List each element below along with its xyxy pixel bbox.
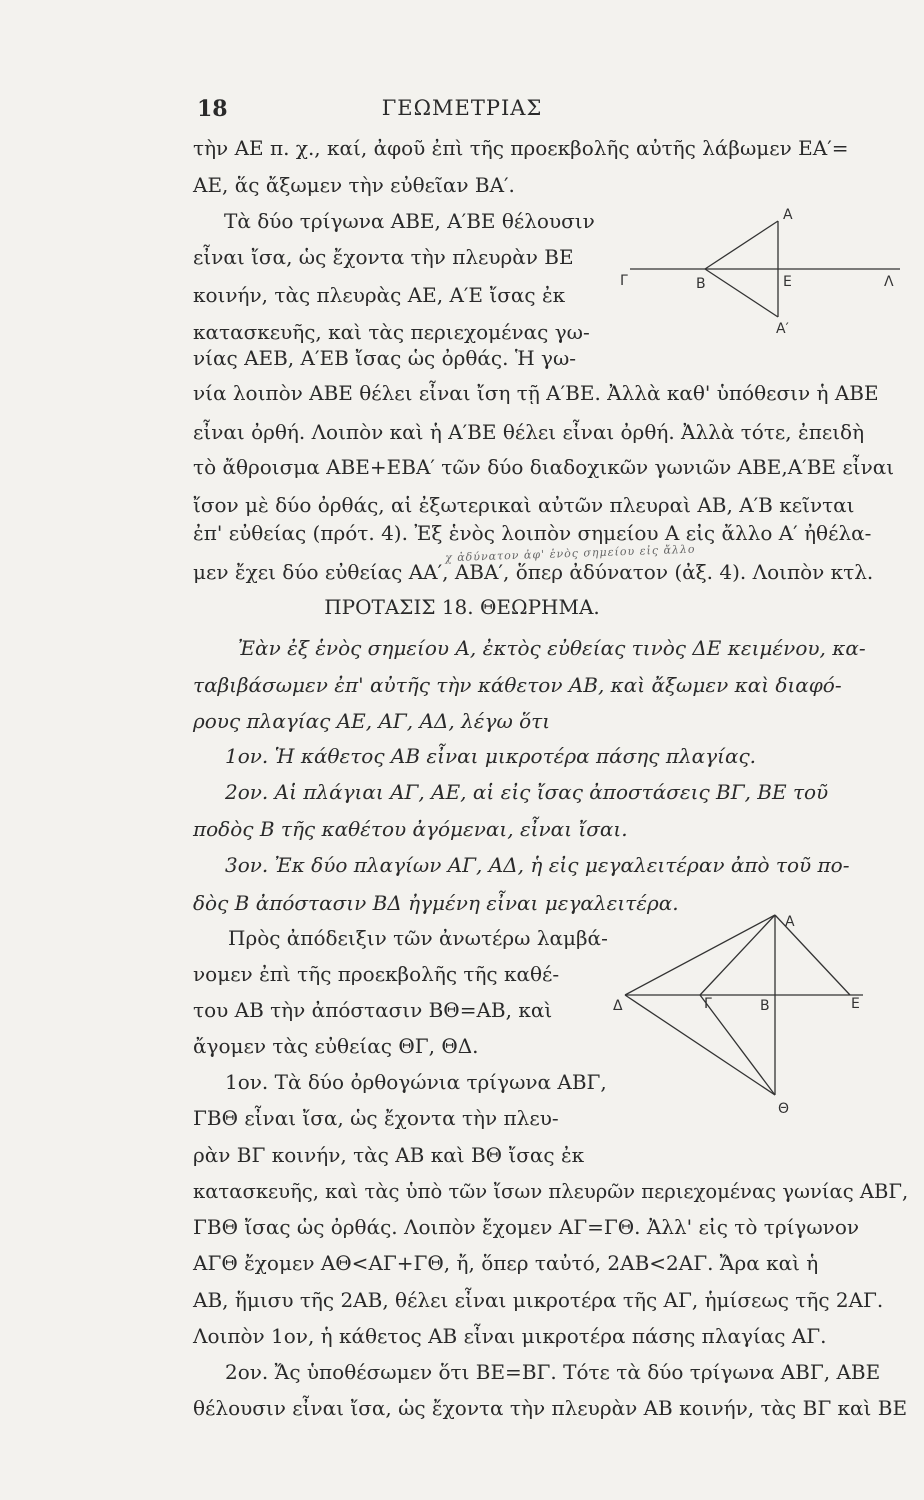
figure-1-line-BA — [705, 221, 778, 269]
theorem-line: ποδὸς Β τῆς καθέτου ἀγόμεναι, εἶναι ἴσαι. — [193, 817, 628, 841]
text-line: τὸ ἄθροισμα ΑΒΕ+ΕΒΑ′ τῶν δύο διαδοχικῶν γωνιῶν ΑΒΕ,Α′ΒΕ εἶναι — [193, 455, 895, 479]
pencil-annotation: χ ἀδύνατον ἀφ' ἑνὸς σημείου εἰς ἄλλο — [444, 542, 696, 565]
theorem-line: 3ον. Ἐκ δύο πλαγίων ΑΓ, ΑΔ, ἡ εἰς μεγαλειτέραν ἀπὸ τοῦ πο- — [225, 853, 850, 877]
theorem-line: ταβιβάσωμεν ἐπ' αὐτῆς τὴν κάθετον ΑΒ, καὶ ἄξωμεν καὶ διαφό- — [193, 673, 842, 697]
text-line: εἶναι ἴσα, ὡς ἔχοντα τὴν πλευρὰν ΒΕ — [193, 245, 574, 269]
figure-1-label-G: Γ — [620, 273, 628, 289]
text-line: κατασκευῆς, καὶ τὰς ὑπὸ τῶν ἴσων πλευρῶν περιεχομένας γωνίας ΑΒΓ, — [193, 1179, 909, 1203]
theorem-line: ρους πλαγίας ΑΕ, ΑΓ, ΑΔ, λέγω ὅτι — [193, 709, 551, 733]
figure-2-label-A: Α — [785, 914, 795, 930]
text-line: νομεν ἐπὶ τῆς προεκβολῆς τῆς καθέ- — [193, 962, 560, 986]
text-line: ἴσον μὲ δύο ὀρθάς, αἱ ἐξωτερικαὶ αὐτῶν πλευραὶ ΑΒ, Α′Β κεῖνται — [193, 493, 855, 517]
theorem-line: δὸς Β ἀπόστασιν ΒΔ ἠγμένη εἶναι μεγαλειτέρα. — [193, 891, 679, 915]
text-line: ΑΓΘ ἔχομεν ΑΘ<ΑΓ+ΓΘ, ἤ, ὅπερ ταὐτό, 2ΑΒ<2ΑΓ. Ἄρα καὶ ἡ — [193, 1251, 819, 1275]
figure-1-diagram — [600, 200, 910, 350]
text-line: κοινήν, τὰς πλευρὰς ΑΕ, Α′Ε ἴσας ἐκ — [193, 283, 566, 307]
text-line: θέλουσιν εἶναι ἴσα, ὡς ἔχοντα τὴν πλευρὰν ΑΒ κοινήν, τὰς ΒΓ καὶ ΒΕ — [193, 1396, 908, 1420]
text-line: κατασκευῆς, καὶ τὰς περιεχομένας γω- — [193, 320, 590, 344]
text-line: 1ον. Τὰ δύο ὀρθογώνια τρίγωνα ΑΒΓ, — [225, 1070, 607, 1094]
figure-2-label-D: Δ — [613, 998, 623, 1014]
figure-2-line-D-TH — [625, 995, 775, 1095]
text-line: ΑΒ, ἥμισυ τῆς 2ΑΒ, θέλει εἶναι μικροτέρα τῆς ΑΓ, ἡμίσεως τῆς 2ΑΓ. — [193, 1288, 884, 1312]
text-line: Πρὸς ἀπόδειξιν τῶν ἀνωτέρω λαμβά- — [228, 926, 608, 950]
text-line: μεν ἔχει δύο εὐθείας ΑΑ′, ΑΒΑ′, ὅπερ ἀδύνατον (ἀξ. 4). Λοιπὸν κτλ. — [193, 560, 874, 584]
figure-2-line-AG — [700, 915, 775, 995]
theorem-line: 2ον. Αἱ πλάγιαι ΑΓ, ΑΕ, αἱ εἰς ἴσας ἀποστάσεις ΒΓ, ΒΕ τοῦ — [225, 780, 829, 804]
figure-2-label-G: Γ — [704, 996, 712, 1012]
text-line: νίας ΑΕΒ, Α′ΕΒ ἴσας ὡς ὀρθάς. Ἡ γω- — [193, 346, 577, 370]
figure-2-line-AD — [625, 915, 775, 995]
figure-1-label-A: Α — [783, 207, 793, 223]
text-line: ἐπ' εὐθείας (πρότ. 4). Ἐξ ἑνὸς λοιπὸν σημείου Α εἰς ἄλλο Α′ ἠθέλα- — [193, 521, 872, 545]
text-line: Λοιπὸν 1ον, ἡ κάθετος ΑΒ εἶναι μικροτέρα πάσης πλαγίας ΑΓ. — [193, 1324, 827, 1348]
text-line: ΓΒΘ εἶναι ἴσα, ὡς ἔχοντα τὴν πλευ- — [193, 1106, 559, 1130]
figure-1-label-B: Β — [696, 276, 706, 292]
text-line: ΓΒΘ ἴσας ὡς ὀρθάς. Λοιπὸν ἔχομεν ΑΓ=ΓΘ. Ἀλλ' εἰς τὸ τρίγωνον — [193, 1215, 860, 1239]
text-line: ἄγομεν τὰς εὐθείας ΘΓ, ΘΔ. — [193, 1034, 479, 1058]
text-line: Τὰ δύο τρίγωνα ΑΒΕ, Α′ΒΕ θέλουσιν — [224, 209, 595, 233]
theorem-line: 1ον. Ἡ κάθετος ΑΒ εἶναι μικροτέρα πάσης πλαγίας. — [225, 744, 757, 768]
figure-1-label-L: Λ — [884, 274, 894, 290]
figure-2-diagram — [605, 910, 885, 1120]
figure-1-line-BA-prime — [705, 269, 778, 317]
text-line: εἶναι ὀρθή. Λοιπὸν καὶ ἡ Α′ΒΕ θέλει εἶναι ὀρθή. Ἀλλὰ τότε, ἐπειδὴ — [193, 420, 865, 444]
text-line: τὴν ΑΕ π. χ., καί, ἀφοῦ ἐπὶ τῆς προεκβολῆς αὐτῆς λάβωμεν ΕΑ′= — [193, 136, 849, 160]
text-line: ΑΕ, ἅς ἄξωμεν τὴν εὐθεῖαν ΒΑ′. — [193, 173, 515, 197]
figure-2-label-B: Β — [760, 998, 770, 1014]
figure-1-label-A-prime: Α′ — [776, 321, 789, 337]
running-title: ΓΕΩΜΕΤΡΙΑΣ — [381, 96, 543, 120]
text-line: του ΑΒ τὴν ἀπόστασιν ΒΘ=ΑΒ, καὶ — [193, 998, 553, 1022]
page-number: 18 — [197, 96, 228, 122]
proposition-heading: ΠΡΟΤΑΣΙΣ 18. ΘΕΩΡΗΜΑ. — [324, 595, 600, 619]
theorem-line: Ἐὰν ἐξ ἑνὸς σημείου Α, ἐκτὸς εὐθείας τινὸς ΔΕ κειμένου, κα- — [238, 636, 866, 660]
figure-2-label-E: Ε — [851, 996, 860, 1012]
text-line: 2ον. Ἄς ὑποθέσωμεν ὅτι ΒΕ=ΒΓ. Τότε τὰ δύο τρίγωνα ΑΒΓ, ΑΒΕ — [225, 1360, 881, 1384]
figure-2-label-TH: Θ — [778, 1101, 790, 1117]
text-line: ρὰν ΒΓ κοινήν, τὰς ΑΒ καὶ ΒΘ ἴσας ἐκ — [193, 1143, 585, 1167]
text-line: νία λοιπὸν ΑΒΕ θέλει εἶναι ἴση τῇ Α′ΒΕ. Ἀλλὰ καθ' ὑπόθεσιν ἡ ΑΒΕ — [193, 381, 879, 405]
figure-1-label-E: Ε — [783, 274, 792, 290]
